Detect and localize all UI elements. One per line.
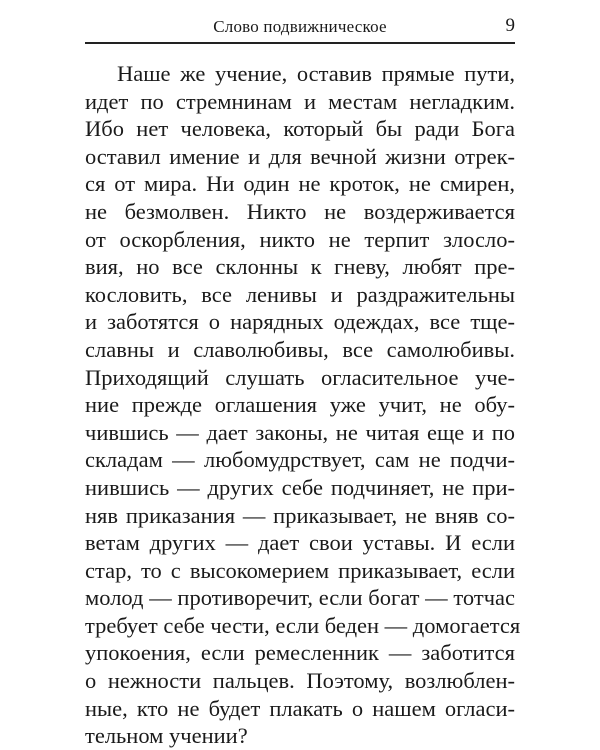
text-line: кословить, все ленивы и раздражительны bbox=[85, 281, 515, 307]
text-line: складам — любомудрствует, сам не подчи- bbox=[85, 447, 515, 473]
text-line: идет по стремнинам и местам негладким. bbox=[85, 88, 515, 114]
text-line: стар, то с высокомерием приказывает, если bbox=[85, 557, 515, 583]
running-head bbox=[85, 14, 515, 40]
text-line: Приходящий слушать огласительное уче- bbox=[85, 364, 515, 390]
body-text bbox=[85, 60, 521, 750]
text-line: ные, кто не будет плакать о нашем огласи- bbox=[85, 695, 515, 721]
text-line: Наше же учение, оставив прямые пути, bbox=[117, 61, 515, 86]
page-number: 9 bbox=[505, 15, 515, 36]
text-line: требует себе чести, если беден — домогается bbox=[85, 612, 521, 638]
text-line: упокоения, если ремесленник — заботится bbox=[85, 640, 515, 666]
text-line: чившись — дает законы, не читая еще и по bbox=[85, 419, 515, 445]
text-line: не безмолвен. Никто не воздерживается bbox=[85, 198, 515, 224]
text-line: ние прежде оглашения уже учит, не обу- bbox=[85, 392, 515, 418]
text-line: молод — противоречит, если богат — тотчас bbox=[85, 585, 515, 611]
text-line: Ибо нет человека, который бы ради Бога bbox=[85, 116, 515, 142]
running-title: Слово подвижническое bbox=[213, 17, 387, 36]
text-line: оставил имение и для вечной жизни отрек- bbox=[85, 143, 515, 169]
text-line: няв приказания — приказывает, не вняв со- bbox=[85, 502, 515, 528]
text-line: нившись — других себе подчиняет, не при- bbox=[85, 474, 515, 500]
text-line: и заботятся о нарядных одеждах, все тще- bbox=[85, 309, 515, 335]
text-line: славны и славолюбивы, все самолюбивы. bbox=[85, 336, 515, 362]
text-line: вия, но все склонны к гневу, любят пре- bbox=[85, 254, 515, 280]
text-line: ветам других — дает свои уставы. И если bbox=[85, 530, 515, 556]
text-line: от оскорбления, никто не терпит злосло- bbox=[85, 226, 515, 252]
text-line: ся от мира. Ни один не кроток, не смирен, bbox=[85, 171, 515, 197]
text-line: тельном учении? bbox=[85, 723, 248, 749]
header-rule bbox=[85, 42, 515, 44]
text-line: о нежности пальцев. Поэтому, возлюблен- bbox=[85, 668, 515, 694]
